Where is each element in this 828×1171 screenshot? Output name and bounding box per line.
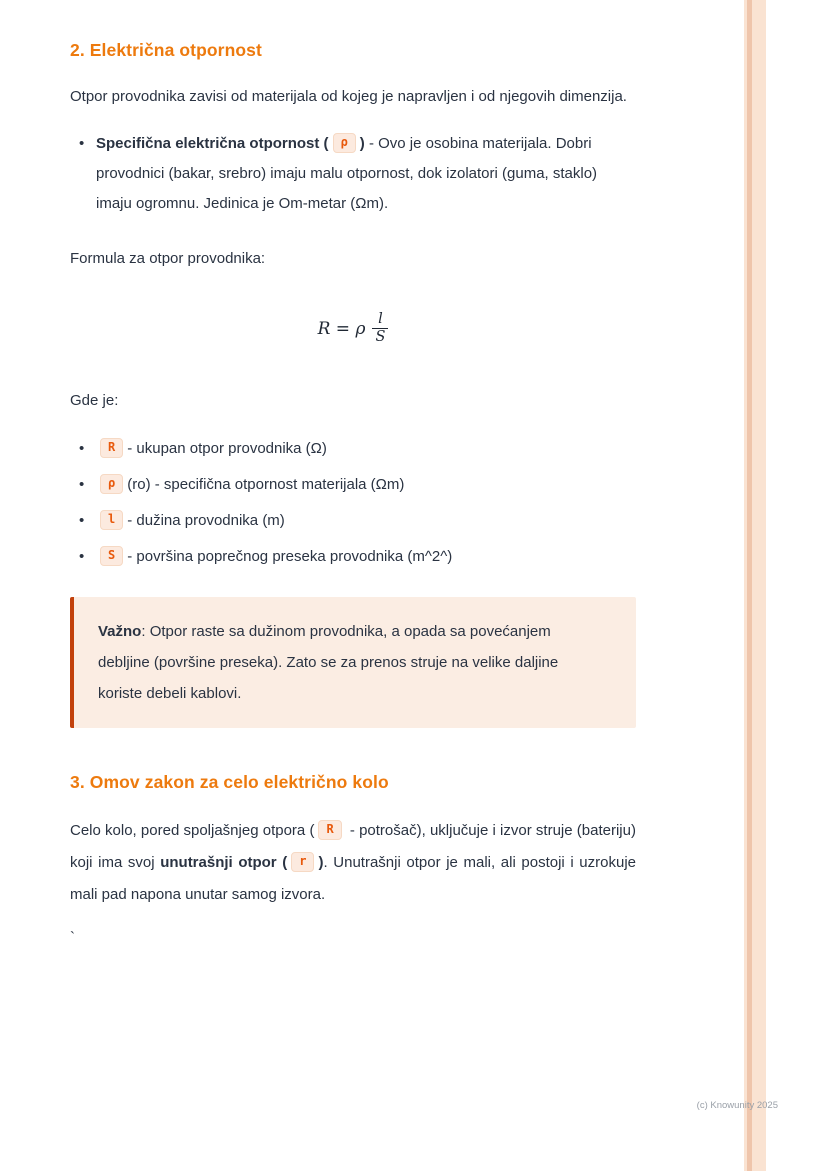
where-label: Gde je: xyxy=(70,391,119,409)
feature-bold-after: ) xyxy=(359,135,365,152)
inline-code-chip-R: R xyxy=(100,438,123,458)
feature-text: - Ovo je osobina materijala. Dobri provodnici (bakar, srebro) imaju malu otpornost, dok izolatori (guma, staklo) imaju ogromnu. Jedinica je Om-metar (Ωm). xyxy=(96,135,598,212)
section3-heading: 3. Omov zakon za celo električno kolo xyxy=(70,771,389,792)
resistance-formula xyxy=(70,311,636,347)
s3-bold-after: ) xyxy=(318,853,324,871)
legend-text: - površina poprečnog preseka provodnika (m^2^) xyxy=(127,547,453,565)
page-edge-stripe xyxy=(744,0,766,1171)
inline-code-chip-rho: ρ xyxy=(100,474,123,494)
legend-item xyxy=(70,473,636,497)
section3-paragraph xyxy=(70,815,636,911)
feature-bullet-list xyxy=(70,129,636,219)
inline-code-chip-S: S xyxy=(100,546,123,566)
legend-item xyxy=(70,509,636,533)
important-callout xyxy=(70,597,636,728)
section2-intro: Otpor provodnika zavisi od materijala od kojeg je napravljen i od njegovih dimenzija. xyxy=(70,88,627,105)
inline-code-chip-r: r xyxy=(291,852,314,872)
callout-bold: Važno xyxy=(98,622,142,640)
legend-item xyxy=(70,545,636,569)
symbol-legend-list xyxy=(70,437,636,569)
legend-item xyxy=(70,437,636,461)
legend-text: - ukupan otpor provodnika (Ω) xyxy=(127,439,327,457)
legend-text: - dužina provodnika (m) xyxy=(127,511,285,529)
formula-fraction xyxy=(372,311,388,347)
formula-lhs: R = ρ xyxy=(317,318,366,339)
s3-text-mid: - potrošač), uključuje i izvor struje (bateriju) koji ima svoj xyxy=(70,821,636,871)
stray-backtick: ` xyxy=(70,928,75,946)
s3-text-after: . Unutrašnji otpor je mali, ali postoji i uzrokuje mali pad napona unutar samog izvora. xyxy=(70,853,637,903)
page-edge-stripe-inner xyxy=(747,0,752,1171)
legend-text: (ro) - specifična otpornost materijala (Ωm) xyxy=(127,475,405,493)
formula-numerator: l xyxy=(378,311,383,327)
inline-code-chip-R: R xyxy=(318,820,341,840)
formula-label: Formula za otpor provodnika: xyxy=(70,250,266,267)
s3-bold-before: unutrašnji otpor ( xyxy=(160,853,288,871)
feature-bold-before: Specifična električna otpornost ( xyxy=(96,135,329,152)
feature-bullet-item xyxy=(70,129,636,219)
callout-text: : Otpor raste sa dužinom provodnika, a opada sa povećanjem debljine (površine preseka). Zato se za prenos struje na velike daljine koriste debeli kablovi. xyxy=(98,622,559,702)
section2-heading: 2. Električna otpornost xyxy=(70,40,262,60)
footer-credit: (c) Knowunity 2025 xyxy=(696,1100,778,1111)
document-content xyxy=(70,0,636,946)
s3-text-before: Celo kolo, pored spoljašnjeg otpora ( xyxy=(70,821,315,839)
inline-code-chip-l: l xyxy=(100,510,123,530)
formula-denominator: S xyxy=(372,328,388,346)
inline-code-chip-rho: ρ xyxy=(333,133,356,153)
